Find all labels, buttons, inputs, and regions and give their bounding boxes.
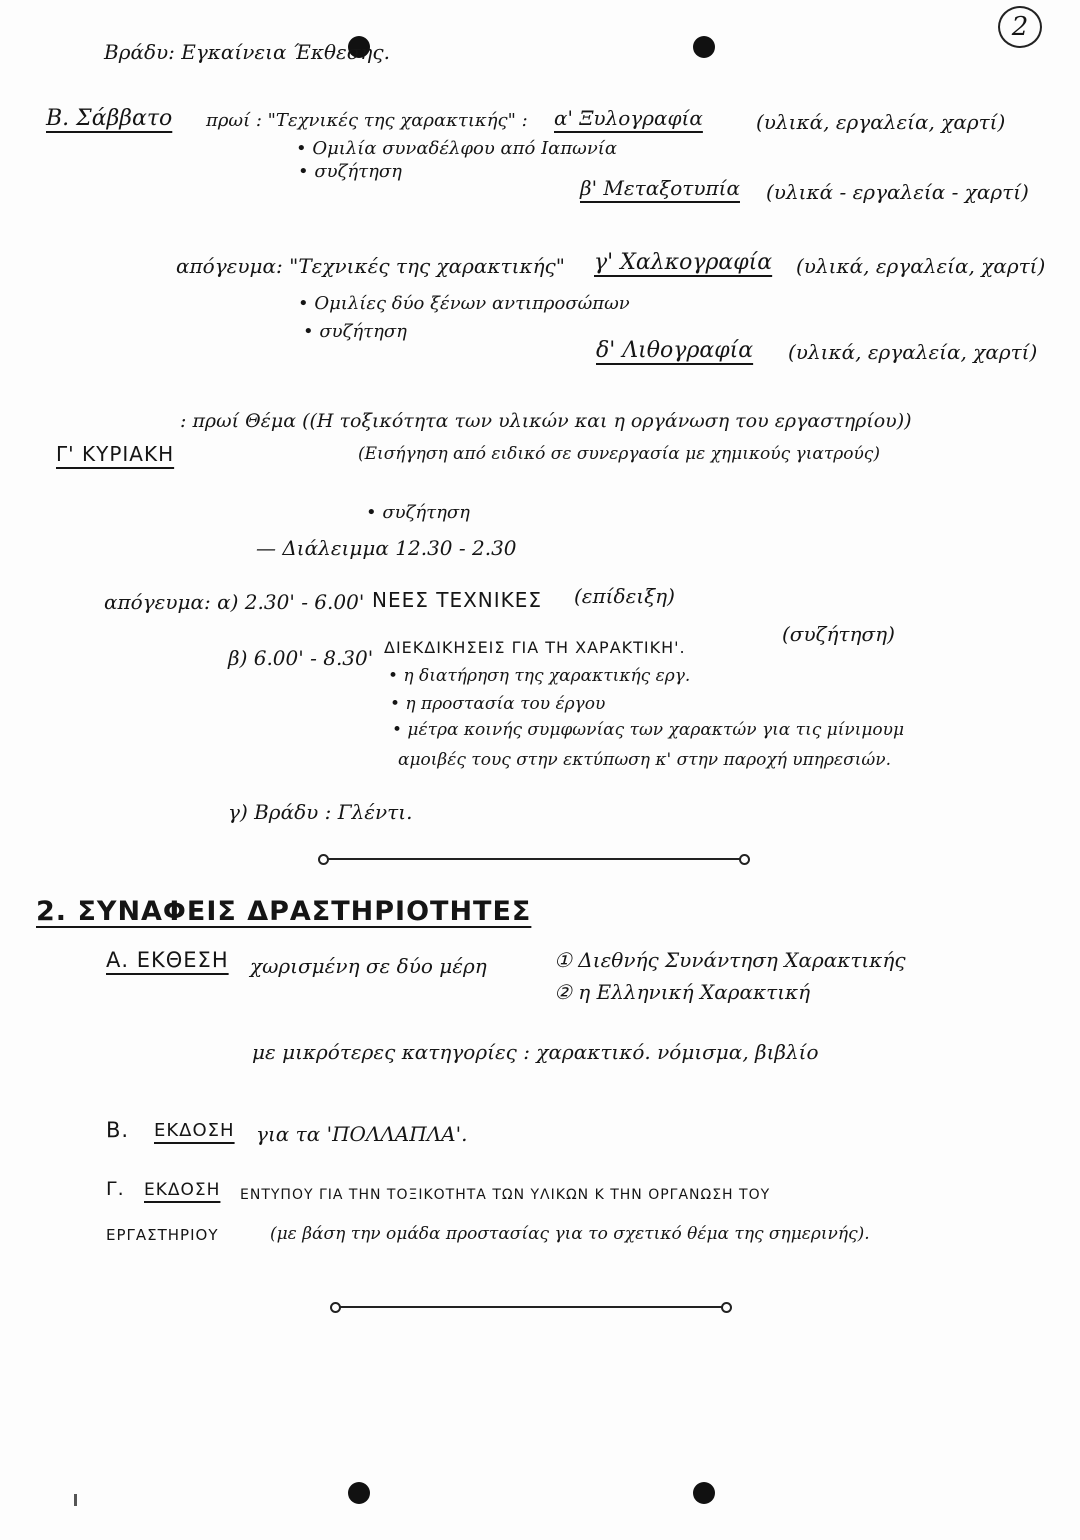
new-techniques-title: ΝΕΕΣ ΤΕΧΝΙΚΕΣ: [372, 588, 543, 612]
publication-c-label: Γ.: [106, 1178, 125, 1200]
discussion-bullet-2: • συζήτηση: [303, 321, 407, 342]
sunday-heading: Γ' ΚΥΡΙΑΚΗ: [56, 442, 175, 466]
discussion-bullet-1: • συζήτηση: [298, 161, 402, 182]
punch-hole-top-right: [693, 36, 715, 58]
workshop-word: ΕΡΓΑΣΤΗΡΙΟΥ: [106, 1226, 219, 1244]
break-time: — Διάλειμμα 12.30 - 2.30: [256, 536, 517, 560]
exhibition-heading: Α. ΕΚΘΕΣΗ: [106, 948, 229, 972]
publication-b-heading: ΕΚΔΟΣΗ: [154, 1120, 235, 1141]
evening-party: γ) Βράδυ : Γλέντι.: [228, 800, 413, 824]
claims-title: ΔΙΕΚΔΙΚΗΣΕΙΣ ΓΙΑ ΤΗ ΧΑΡΑΚΤΙΚΗ'.: [384, 638, 686, 657]
publication-b-note: για τα 'ΠΟΛΛΑΠΛΑ'.: [256, 1122, 468, 1146]
exhibition-part-1: ① Διεθνής Συνάντηση Χαρακτικής: [554, 948, 906, 972]
punch-hole-bottom-right: [693, 1482, 715, 1504]
exhibition-part-2: ② η Ελληνική Χαρακτική: [554, 980, 811, 1004]
demonstration-note: (επίδειξη): [574, 584, 675, 608]
lithography-title: δ' Λιθογραφία: [596, 338, 754, 363]
etching-title: γ' Χαλκογραφία: [594, 250, 773, 275]
section-2-heading: 2. ΣΥΝΑΦΕΙΣ ΔΡΑΣΤΗΡΙΟΤΗΤΕΣ: [36, 896, 532, 927]
publication-c-note: (με βάση την ομάδα προστασίας για το σχετικό θέμα της σημερινής).: [270, 1224, 870, 1244]
foreign-talks-bullet: • Ομιλίες δύο ξένων αντιπροσώπων: [298, 293, 630, 314]
woodcut-title: α' Ξυλογραφία: [554, 106, 703, 130]
saturday-morning-label: πρωί : "Τεχνικές της χαρακτικής" :: [206, 110, 528, 131]
discussion-bullet-3: • συζήτηση: [366, 502, 470, 523]
sunday-speaker-note: (Εισήγηση από ειδικό σε συνεργασία με χημικούς γιατρούς): [358, 444, 880, 464]
japan-talk-bullet: • Ομιλία συναδέλφου από Ιαπωνία: [296, 138, 618, 159]
scan-speck: [74, 1494, 77, 1506]
lithography-materials: (υλικά, εργαλεία, χαρτί): [788, 340, 1038, 364]
punch-hole-bottom-left: [348, 1482, 370, 1504]
claim-bullet-2: • η προστασία του έργου: [390, 694, 606, 714]
section-divider-1: [326, 858, 742, 860]
claim-bullet-3-continued: αμοιβές τους στην εκτύπωση κ' στην παροχή υπηρεσιών.: [398, 750, 891, 770]
etching-materials: (υλικά, εργαλεία, χαρτί): [796, 254, 1046, 278]
page-number: 2: [998, 6, 1042, 48]
section-divider-2: [338, 1306, 724, 1308]
publication-b-label: Β.: [106, 1118, 130, 1142]
claim-bullet-3: • μέτρα κοινής συμφωνίας των χαρακτών για τις μίνιμουμ: [392, 720, 905, 740]
saturday-afternoon-label: απόγευμα: "Τεχνικές της χαρακτικής": [176, 254, 565, 278]
publication-c-heading: ΕΚΔΟΣΗ: [144, 1180, 221, 1200]
screenprint-materials: (υλικά - εργαλεία - χαρτί): [766, 180, 1029, 204]
woodcut-materials: (υλικά, εργαλεία, χαρτί): [756, 110, 1006, 134]
sunday-morning-topic: : πρωί Θέμα ((Η τοξικότητα των υλικών και η οργάνωση του εργαστηρίου)): [180, 410, 912, 432]
screenprint-title: β' Μεταξοτυπία: [580, 176, 740, 200]
exhibition-parts-note: χωρισμένη σε δύο μέρη: [250, 954, 487, 978]
evening-opening-line: Βράδυ: Εγκαίνεια Έκθεσης.: [104, 40, 390, 64]
afternoon-slot-a: απόγευμα: α) 2.30' - 6.00': [104, 590, 365, 614]
claim-bullet-1: • η διατήρηση της χαρακτικής εργ.: [388, 666, 691, 686]
saturday-heading: Β. Σάββατο: [46, 106, 173, 131]
exhibition-categories: με μικρότερες κατηγορίες : χαρακτικό. νόμισμα, βιβλίο: [252, 1040, 819, 1064]
afternoon-slot-b: β) 6.00' - 8.30': [228, 646, 374, 670]
claims-discussion-note: (συζήτηση): [782, 622, 895, 646]
publication-c-text: ΕΝΤΥΠΟΥ ΓΙΑ ΤΗΝ ΤΟΞΙΚΟΤΗΤΑ ΤΩΝ ΥΛΙΚΩΝ Κ ΤΗΝ ΟΡΓΑΝΩΣΗ ΤΟΥ: [240, 1187, 771, 1203]
